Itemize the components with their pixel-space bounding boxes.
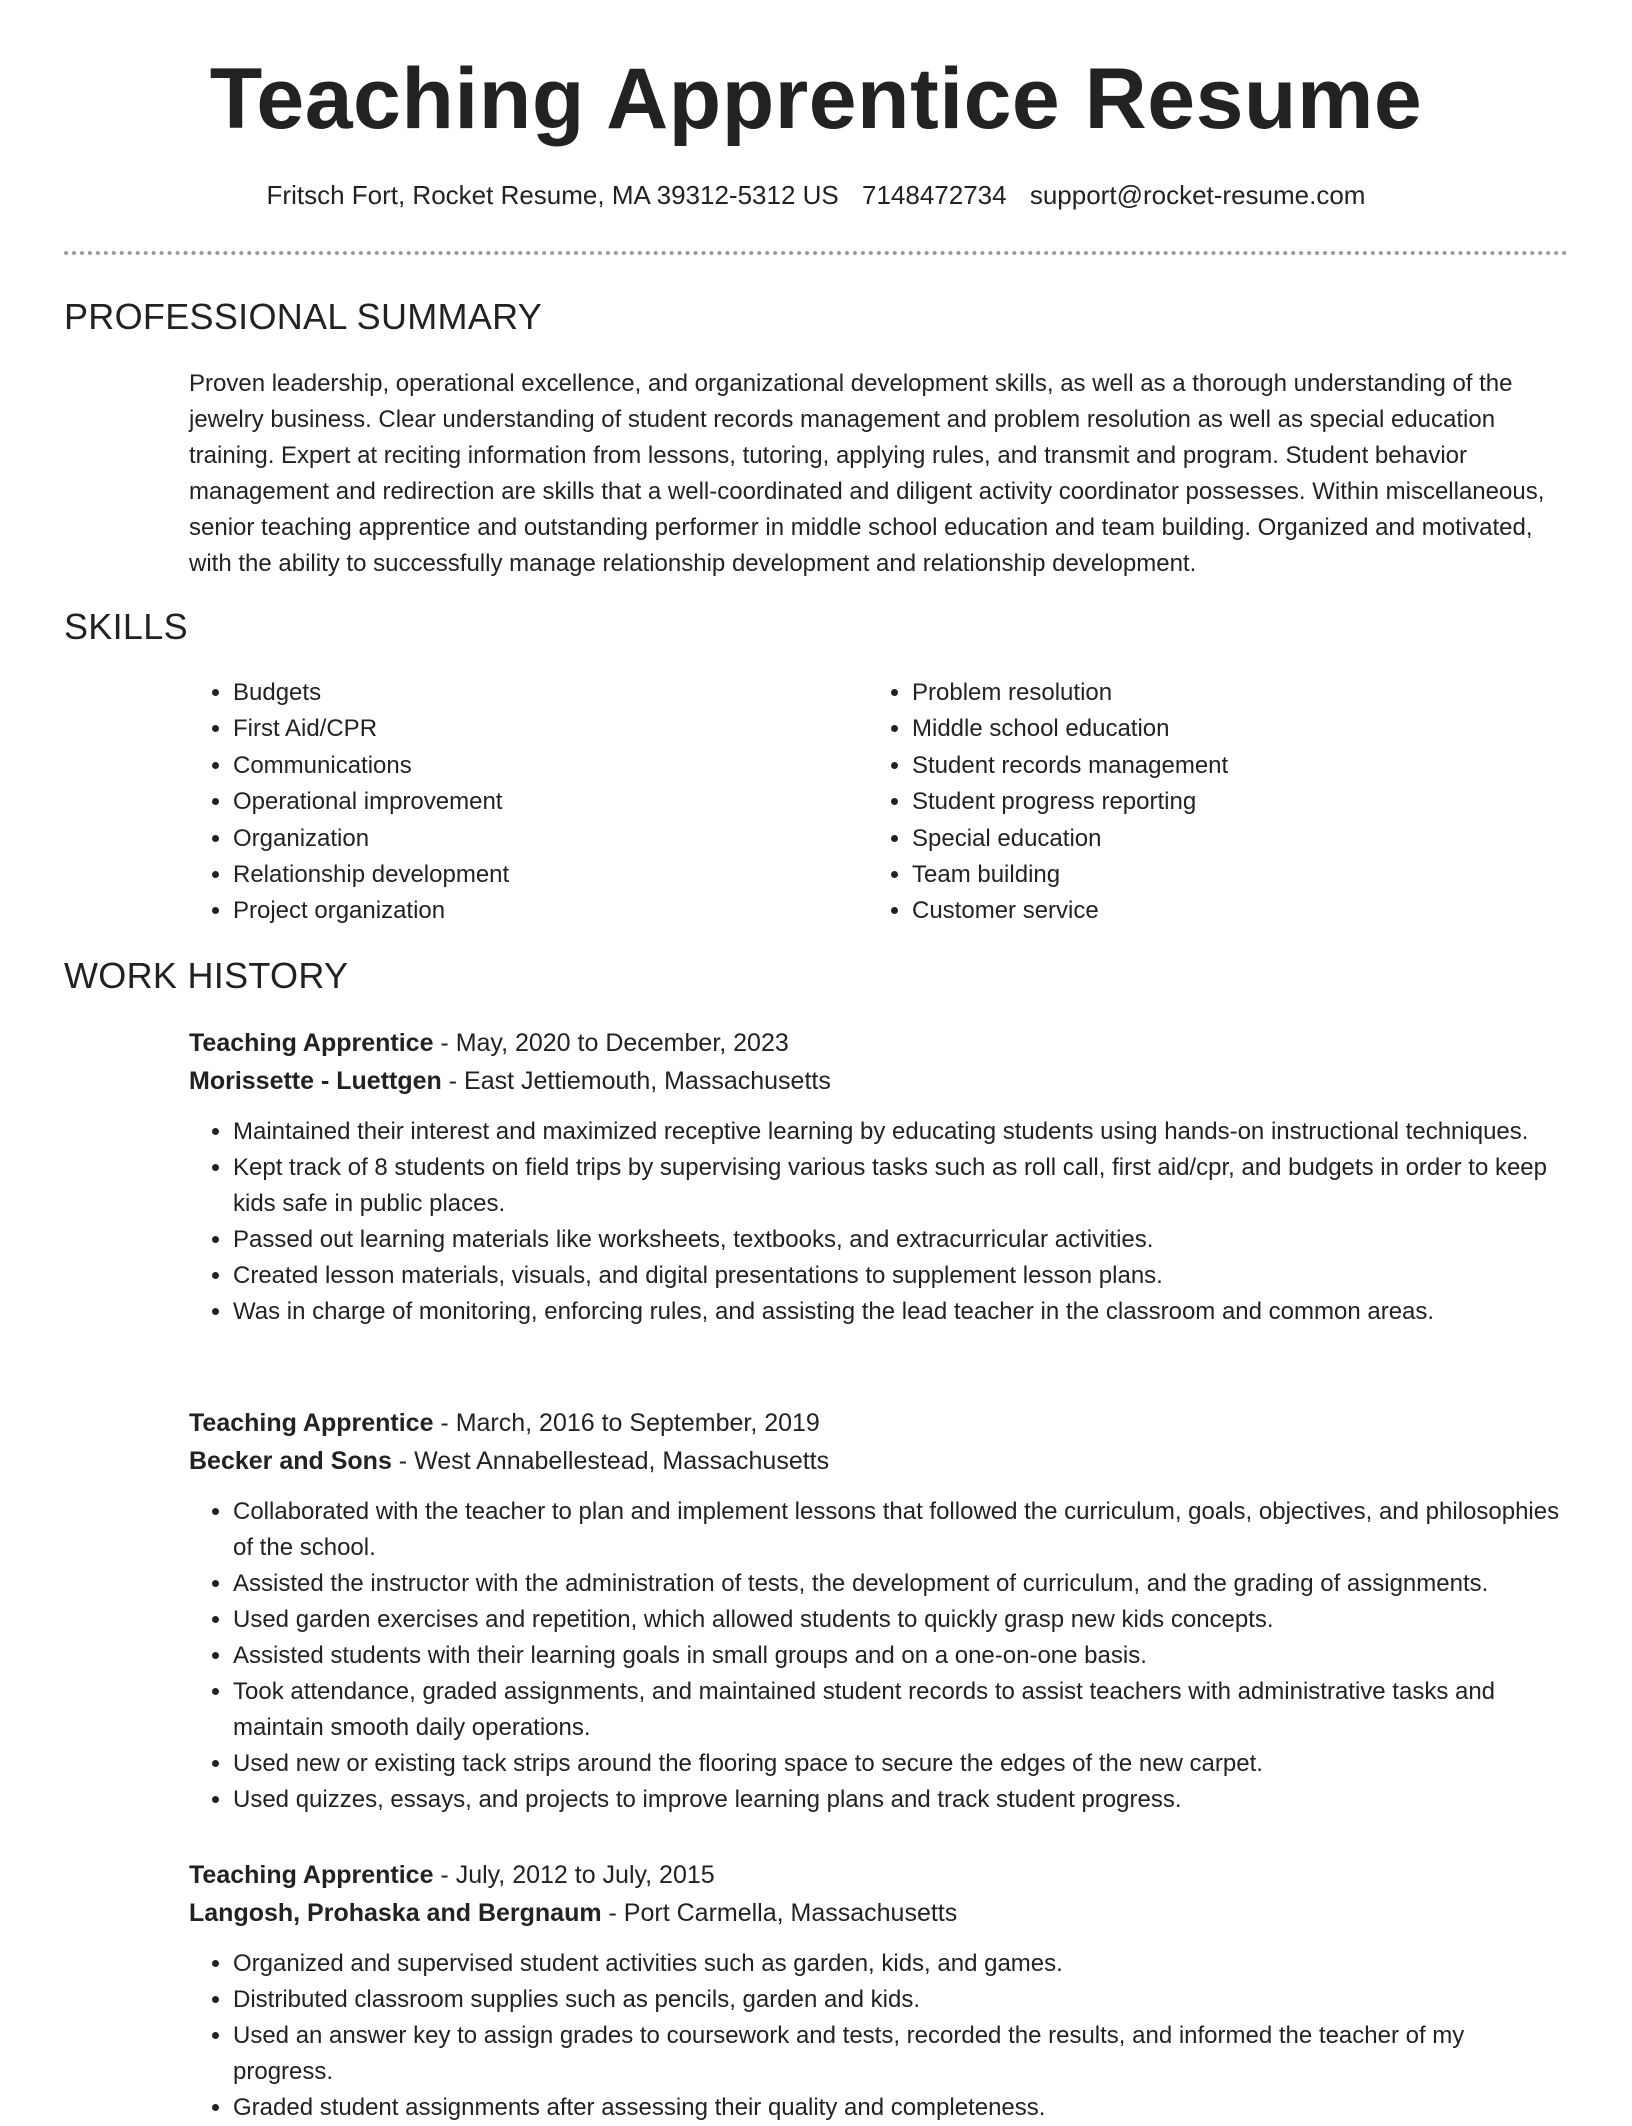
header-divider bbox=[64, 251, 1568, 255]
job-company: Morissette - Luettgen bbox=[189, 1067, 442, 1095]
job-location: - Port Carmella, Massachusetts bbox=[601, 1899, 958, 1927]
job-company-line bbox=[189, 1894, 1569, 1932]
skill-item: • Problem resolution bbox=[912, 675, 1228, 711]
job-bullet: • Assisted students with their learning goals in small groups and on a one-on-one basis. bbox=[233, 1638, 1569, 1674]
job-bullet: • Created lesson materials, visuals, and digital presentations to supplement lesson plans. bbox=[233, 1258, 1569, 1294]
job-title: Teaching Apprentice bbox=[189, 1409, 434, 1437]
job-title-line bbox=[189, 1856, 1569, 1894]
skill-item: • Student progress reporting bbox=[912, 784, 1228, 820]
job-dates: - March, 2016 to September, 2019 bbox=[433, 1409, 820, 1437]
job-company: Langosh, Prohaska and Bergnaum bbox=[189, 1899, 602, 1927]
job-dates: - July, 2012 to July, 2015 bbox=[433, 1861, 715, 1889]
job-bullets bbox=[189, 1494, 1569, 1818]
job-bullets bbox=[189, 1946, 1569, 2126]
skills-heading: SKILLS bbox=[64, 606, 188, 647]
job-bullet: • Used garden exercises and repetition, which allowed students to quickly grasp new kids concepts. bbox=[233, 1602, 1569, 1638]
contact-phone: 7148472734 bbox=[862, 180, 1007, 210]
summary-text: Proven leadership, operational excellence, and organizational development skills, as well as a thorough understanding of the jewelry business. Clear understanding of student records management and problem resolution as well as special education training. Expert at reciting information from lessons, tutoring, applying rules, and transmit and program. Student behavior management and redirection are skills that a well-coordinated and diligent activity coordinator possesses. Within miscellaneous, senior teaching apprentice and outstanding performer in middle school education and team building. Organized and motivated, with the ability to successfully manage relationship development and relationship development. bbox=[189, 370, 1545, 577]
skills-list-left bbox=[189, 675, 509, 930]
job-company: Becker and Sons bbox=[189, 1447, 392, 1475]
job-bullet: • Organized and supervised student activities such as garden, kids, and games. bbox=[233, 1946, 1569, 1982]
job-bullet: • Was in charge of monitoring, enforcing rules, and assisting the lead teacher in the classroom and common areas. bbox=[233, 1294, 1569, 1330]
summary-heading: PROFESSIONAL SUMMARY bbox=[64, 296, 543, 337]
job-bullet: • Used quizzes, essays, and projects to improve learning plans and track student progress. bbox=[233, 1782, 1569, 1818]
job-bullet: • Collaborated with the teacher to plan and implement lessons that followed the curriculum, goals, objectives, and philosophies of the school. bbox=[233, 1494, 1569, 1566]
job-bullet: • Took attendance, graded assignments, and maintained student records to assist teachers with administrative tasks and maintain smooth daily operations. bbox=[233, 1674, 1569, 1746]
skill-item: • Middle school education bbox=[912, 711, 1228, 747]
job-entry bbox=[189, 1856, 1569, 2126]
job-entry bbox=[189, 1024, 1569, 1330]
job-bullet: • Distributed classroom supplies such as pencils, garden and kids. bbox=[233, 1982, 1569, 2018]
job-bullet: • Graded student assignments after assessing their quality and completeness. bbox=[233, 2090, 1569, 2126]
skill-item: • Budgets bbox=[233, 675, 509, 711]
skill-item: • Customer service bbox=[912, 893, 1228, 929]
job-title: Teaching Apprentice bbox=[189, 1861, 434, 1889]
contact-line bbox=[0, 180, 1632, 211]
skill-item: • Organization bbox=[233, 821, 509, 857]
job-bullet: • Assisted the instructor with the administration of tests, the development of curriculum, and the grading of assignments. bbox=[233, 1566, 1569, 1602]
skill-item: • First Aid/CPR bbox=[233, 711, 509, 747]
job-title-line bbox=[189, 1404, 1569, 1442]
job-bullet: • Maintained their interest and maximized receptive learning by educating students using hands-on instructional techniques. bbox=[233, 1114, 1569, 1150]
job-bullet: • Used new or existing tack strips around the flooring space to secure the edges of the new carpet. bbox=[233, 1746, 1569, 1782]
job-dates: - May, 2020 to December, 2023 bbox=[433, 1029, 789, 1057]
job-title-line bbox=[189, 1024, 1569, 1062]
job-bullet: • Passed out learning materials like worksheets, textbooks, and extracurricular activities. bbox=[233, 1222, 1569, 1258]
contact-address: Fritsch Fort, Rocket Resume, MA 39312-5312 US bbox=[266, 180, 839, 210]
job-title: Teaching Apprentice bbox=[189, 1029, 434, 1057]
skill-item: • Special education bbox=[912, 821, 1228, 857]
job-company-line bbox=[189, 1442, 1569, 1480]
skill-item: • Student records management bbox=[912, 748, 1228, 784]
contact-email[interactable]: support@rocket-resume.com bbox=[1029, 180, 1366, 210]
job-bullet: • Used an answer key to assign grades to coursework and tests, recorded the results, and informed the teacher of my progress. bbox=[233, 2018, 1569, 2090]
skill-item: • Project organization bbox=[233, 893, 509, 929]
job-location: - East Jettiemouth, Massachusetts bbox=[441, 1067, 831, 1095]
job-location: - West Annabellestead, Massachusetts bbox=[391, 1447, 830, 1475]
resume-title: Teaching Apprentice Resume bbox=[209, 51, 1423, 147]
skill-item: • Operational improvement bbox=[233, 784, 509, 820]
job-company-line bbox=[189, 1062, 1569, 1100]
skill-item: • Communications bbox=[233, 748, 509, 784]
job-entry bbox=[189, 1404, 1569, 1818]
skills-list-right bbox=[868, 675, 1228, 930]
job-bullet: • Kept track of 8 students on field trips by supervising various tasks such as roll call, first aid/cpr, and budgets in order to keep kids safe in public places. bbox=[233, 1150, 1569, 1222]
skill-item: • Team building bbox=[912, 857, 1228, 893]
skill-item: • Relationship development bbox=[233, 857, 509, 893]
job-bullets bbox=[189, 1114, 1569, 1330]
work-heading: WORK HISTORY bbox=[64, 955, 349, 996]
